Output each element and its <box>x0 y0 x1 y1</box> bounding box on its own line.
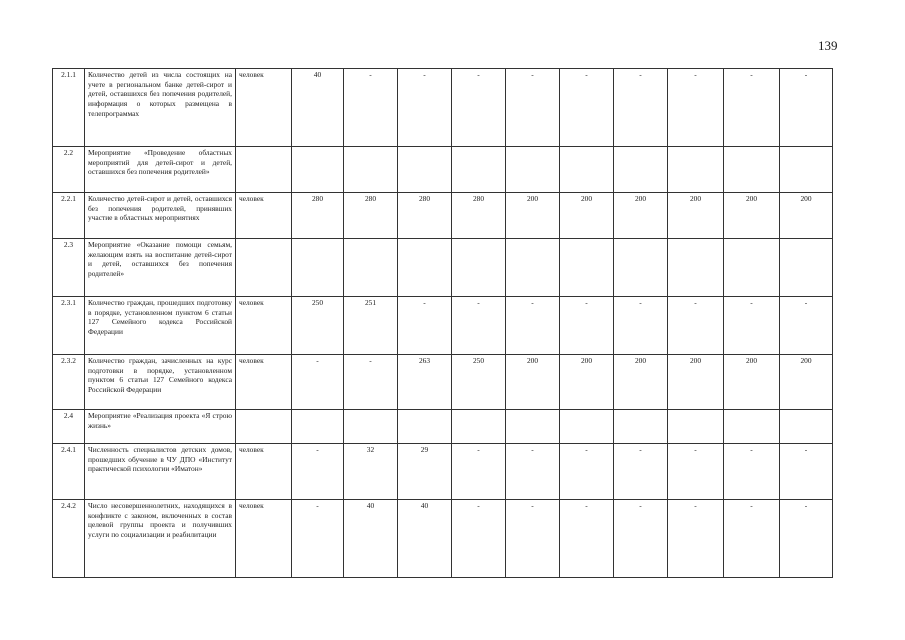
indicator-name: Количество граждан, зачисленных на курс подготовки в порядке, установленном пунктом 6 статьи 127 Семейного кодекса Российской Федерации <box>85 355 236 410</box>
value-cell: - <box>344 355 398 410</box>
row-number: 2.2 <box>53 147 85 193</box>
value-cell: - <box>614 444 668 500</box>
value-cell: 250 <box>292 297 344 355</box>
unit-of-measure <box>236 410 292 444</box>
value-cell: - <box>560 69 614 147</box>
value-cell: - <box>668 297 724 355</box>
value-cell: - <box>292 500 344 578</box>
value-cell: 200 <box>614 193 668 239</box>
row-number: 2.3 <box>53 239 85 297</box>
value-cell: - <box>344 69 398 147</box>
value-cell: 280 <box>452 193 506 239</box>
value-cell: 40 <box>344 500 398 578</box>
value-cell: 280 <box>344 193 398 239</box>
value-cell: - <box>614 69 668 147</box>
value-cell: 200 <box>780 193 833 239</box>
indicator-name: Количество детей-сирот и детей, оставшихся без попечения родителей, принявших участие в областных мероприятиях <box>85 193 236 239</box>
value-cell: 200 <box>506 355 560 410</box>
table-row <box>53 239 833 297</box>
value-cell: - <box>506 297 560 355</box>
value-cell: 200 <box>560 193 614 239</box>
unit-of-measure: человек <box>236 500 292 578</box>
value-cell <box>398 147 452 193</box>
value-cell <box>292 410 344 444</box>
table-row <box>53 193 833 239</box>
value-cell: 200 <box>724 193 780 239</box>
value-cell <box>614 239 668 297</box>
value-cell <box>452 410 506 444</box>
unit-of-measure: человек <box>236 297 292 355</box>
value-cell <box>724 147 780 193</box>
value-cell: 280 <box>398 193 452 239</box>
indicator-table <box>52 68 833 578</box>
value-cell: - <box>724 69 780 147</box>
value-cell: - <box>506 69 560 147</box>
value-cell <box>344 239 398 297</box>
value-cell: - <box>452 444 506 500</box>
value-cell <box>668 147 724 193</box>
value-cell: - <box>614 500 668 578</box>
value-cell: - <box>780 444 833 500</box>
value-cell <box>780 410 833 444</box>
value-cell: - <box>398 297 452 355</box>
value-cell <box>724 239 780 297</box>
value-cell: - <box>780 297 833 355</box>
value-cell: 200 <box>614 355 668 410</box>
value-cell: 263 <box>398 355 452 410</box>
value-cell: 40 <box>398 500 452 578</box>
value-cell <box>668 410 724 444</box>
row-number: 2.2.1 <box>53 193 85 239</box>
unit-of-measure <box>236 147 292 193</box>
value-cell: - <box>560 500 614 578</box>
value-cell: 29 <box>398 444 452 500</box>
value-cell: - <box>560 297 614 355</box>
value-cell <box>560 147 614 193</box>
value-cell <box>344 147 398 193</box>
value-cell <box>292 147 344 193</box>
indicator-name: Мероприятие «Оказание помощи семьям, желающим взять на воспитание детей-сирот и детей, оставшихся без попечения родителей» <box>85 239 236 297</box>
unit-of-measure: человек <box>236 69 292 147</box>
value-cell <box>560 410 614 444</box>
value-cell <box>398 410 452 444</box>
row-number: 2.4.1 <box>53 444 85 500</box>
value-cell: - <box>506 500 560 578</box>
value-cell: 200 <box>560 355 614 410</box>
table-body <box>53 69 833 578</box>
indicator-name: Численность специалистов детских домов, прошедших обучение в ЧУ ДПО «Институт практической психологии «Иматон» <box>85 444 236 500</box>
value-cell: - <box>724 444 780 500</box>
indicator-name: Число несовершеннолетних, находящихся в конфликте с законом, включенных в состав целевой группы проекта и получивших услуги по социализации и реабилитации <box>85 500 236 578</box>
value-cell: 200 <box>506 193 560 239</box>
value-cell: 280 <box>292 193 344 239</box>
row-number: 2.3.1 <box>53 297 85 355</box>
value-cell: - <box>724 500 780 578</box>
value-cell: - <box>452 297 506 355</box>
value-cell: - <box>398 69 452 147</box>
table-row <box>53 500 833 578</box>
value-cell <box>506 239 560 297</box>
value-cell <box>780 239 833 297</box>
indicator-name: Количество детей из числа состоящих на учете в региональном банке детей-сирот и детей, оставшихся без попечения родителей, информация о которых размещена в телепрограммах <box>85 69 236 147</box>
table-row <box>53 297 833 355</box>
value-cell <box>344 410 398 444</box>
value-cell <box>292 239 344 297</box>
value-cell <box>452 239 506 297</box>
value-cell <box>724 410 780 444</box>
value-cell <box>668 239 724 297</box>
value-cell: - <box>724 297 780 355</box>
unit-of-measure <box>236 239 292 297</box>
value-cell: - <box>780 500 833 578</box>
value-cell: - <box>780 69 833 147</box>
value-cell <box>560 239 614 297</box>
indicator-name: Количество граждан, прошедших подготовку в порядке, установленном пунктом 6 статьи 127 Семейного кодекса Российской Федерации <box>85 297 236 355</box>
value-cell <box>398 239 452 297</box>
value-cell <box>614 147 668 193</box>
table-row <box>53 69 833 147</box>
value-cell: - <box>668 69 724 147</box>
row-number: 2.4.2 <box>53 500 85 578</box>
indicator-name: Мероприятие «Реализация проекта «Я строю жизнь» <box>85 410 236 444</box>
row-number: 2.4 <box>53 410 85 444</box>
table-row <box>53 410 833 444</box>
value-cell <box>614 410 668 444</box>
indicator-name: Мероприятие «Проведение областных мероприятий для детей-сирот и детей, оставшихся без попечения родителей» <box>85 147 236 193</box>
value-cell: 200 <box>668 355 724 410</box>
value-cell <box>780 147 833 193</box>
value-cell: 200 <box>780 355 833 410</box>
value-cell: - <box>560 444 614 500</box>
value-cell: - <box>452 69 506 147</box>
value-cell: - <box>668 444 724 500</box>
value-cell: - <box>292 444 344 500</box>
page-number: 139 <box>818 38 838 53</box>
row-number: 2.1.1 <box>53 69 85 147</box>
table-row <box>53 444 833 500</box>
value-cell: 251 <box>344 297 398 355</box>
value-cell: 200 <box>724 355 780 410</box>
table-row <box>53 355 833 410</box>
value-cell: - <box>506 444 560 500</box>
value-cell: 40 <box>292 69 344 147</box>
table-row <box>53 147 833 193</box>
unit-of-measure: человек <box>236 444 292 500</box>
row-number: 2.3.2 <box>53 355 85 410</box>
value-cell: 32 <box>344 444 398 500</box>
value-cell <box>506 147 560 193</box>
value-cell: - <box>668 500 724 578</box>
unit-of-measure: человек <box>236 193 292 239</box>
value-cell: 200 <box>668 193 724 239</box>
value-cell: - <box>452 500 506 578</box>
value-cell <box>452 147 506 193</box>
value-cell: 250 <box>452 355 506 410</box>
value-cell: - <box>292 355 344 410</box>
unit-of-measure: человек <box>236 355 292 410</box>
value-cell: - <box>614 297 668 355</box>
value-cell <box>506 410 560 444</box>
